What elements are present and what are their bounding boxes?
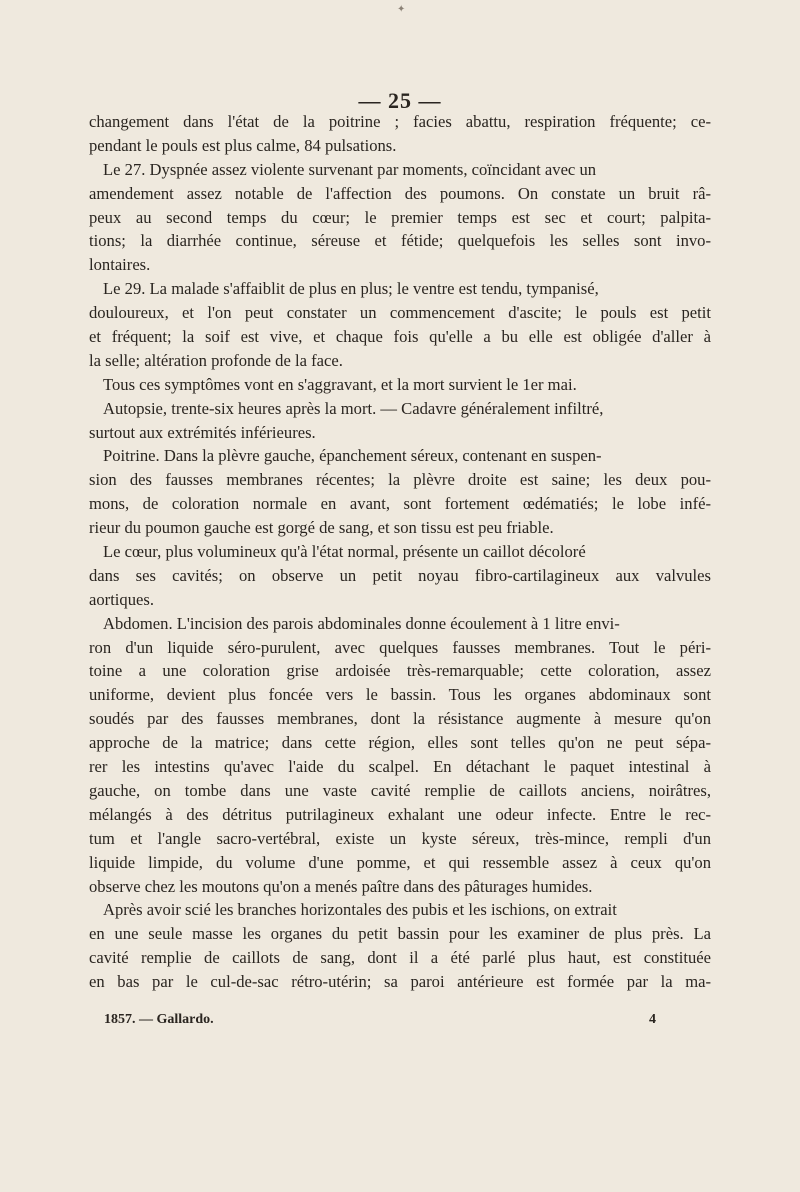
- text-line: surtout aux extrémités inférieures.: [89, 422, 316, 442]
- body-text: [89, 110, 711, 994]
- text-line: changement dans l'état de la poitrine ; facies abattu, respiration fréquente; ce-: [89, 112, 711, 131]
- text-line: mons, de coloration normale en avant, sont fortement œdématiés; le lobe infé-: [89, 494, 711, 514]
- text-line: cavité remplie de caillots de sang, dont il a été parlé plus haut, est constituée: [89, 948, 711, 968]
- text-line: rer les intestins qu'avec l'aide du scalpel. En détachant le paquet intestinal à: [89, 757, 711, 777]
- text-line: sion des fausses membranes récentes; la plèvre droite est saine; les deux pou-: [89, 470, 711, 490]
- text-line: Le 27. Dyspnée assez violente survenant par moments, coïncidant avec un: [103, 159, 597, 179]
- text-line: Tous ces symptômes vont en s'aggravant, et la mort survient le 1er mai.: [103, 374, 577, 394]
- text-line: en bas par le cul-de-sac rétro-utérin; sa paroi antérieure est formée par la ma-: [89, 972, 711, 992]
- text-line: peux au second temps du cœur; le premier temps est sec et court; palpita-: [89, 207, 711, 227]
- text-line: Poitrine. Dans la plèvre gauche, épanchement séreux, contenant en suspen-: [103, 446, 602, 466]
- text-line: la selle; altération profonde de la face.: [89, 350, 343, 370]
- text-line: dans ses cavités; on observe un petit noyau fibro-cartilagineux aux valvules: [89, 565, 711, 585]
- text-line: douloureux, et l'on peut constater un commencement d'ascite; le pouls est petit: [89, 303, 711, 323]
- text-line: Après avoir scié les branches horizontales des pubis et les ischions, on extrait: [103, 900, 617, 920]
- text-line: gauche, on tombe dans une vaste cavité remplie de caillots anciens, noirâtres,: [89, 780, 711, 800]
- page-footer: [104, 1012, 656, 1028]
- text-line: lontaires.: [89, 255, 151, 275]
- footer-sheet-number: 4: [649, 1012, 656, 1027]
- text-line: Autopsie, trente-six heures après la mort. — Cadavre généralement infiltré,: [103, 398, 604, 418]
- text-line: amendement assez notable de l'affection des poumons. On constate un bruit râ-: [89, 183, 711, 203]
- text-line: rieur du poumon gauche est gorgé de sang, et son tissu est peu friable.: [89, 518, 554, 538]
- text-line: approche de la matrice; dans cette région, elles sont telles qu'on ne peut sépa-: [89, 733, 711, 753]
- text-line: uniforme, devient plus foncée vers le bassin. Tous les organes abdominaux sont: [89, 685, 711, 705]
- text-line: Le 29. La malade s'affaiblit de plus en plus; le ventre est tendu, tympanisé,: [103, 279, 599, 299]
- footer-signature: 1857. — Gallardo.: [104, 1012, 214, 1027]
- text-line: ron d'un liquide séro-purulent, avec quelques fausses membranes. Tout le péri-: [89, 637, 711, 657]
- text-line: en une seule masse les organes du petit bassin pour les examiner de plus près. La: [89, 924, 711, 944]
- paper-speck: ✦: [397, 4, 406, 15]
- text-line: et fréquent; la soif est vive, et chaque fois qu'elle a bu elle est obligée d'aller à: [89, 327, 711, 347]
- text-line: toine a une coloration grise ardoisée très-remarquable; cette coloration, assez: [89, 661, 711, 681]
- text-line: tum et l'angle sacro-vertébral, existe un kyste séreux, très-mince, rempli d'un: [89, 828, 711, 848]
- text-line: observe chez les moutons qu'on a menés paître dans des pâturages humides.: [89, 876, 593, 896]
- text-line: Abdomen. L'incision des parois abdominales donne écoulement à 1 litre envi-: [103, 613, 620, 633]
- text-line: tions; la diarrhée continue, séreuse et fétide; quelquefois les selles sont invo-: [89, 231, 711, 251]
- page-number: — 25 —: [358, 88, 442, 113]
- text-line: aortiques.: [89, 589, 154, 609]
- text-line: soudés par des fausses membranes, dont la résistance augmente à mesure qu'on: [89, 709, 711, 729]
- text-line: pendant le pouls est plus calme, 84 pulsations.: [89, 135, 397, 155]
- text-line: liquide limpide, du volume d'une pomme, et qui ressemble assez à ceux qu'on: [89, 852, 711, 872]
- text-line: mélangés à des détritus putrilagineux exhalant une odeur infecte. Entre le rec-: [89, 804, 711, 824]
- text-line: Le cœur, plus volumineux qu'à l'état normal, présente un caillot décoloré: [103, 542, 586, 562]
